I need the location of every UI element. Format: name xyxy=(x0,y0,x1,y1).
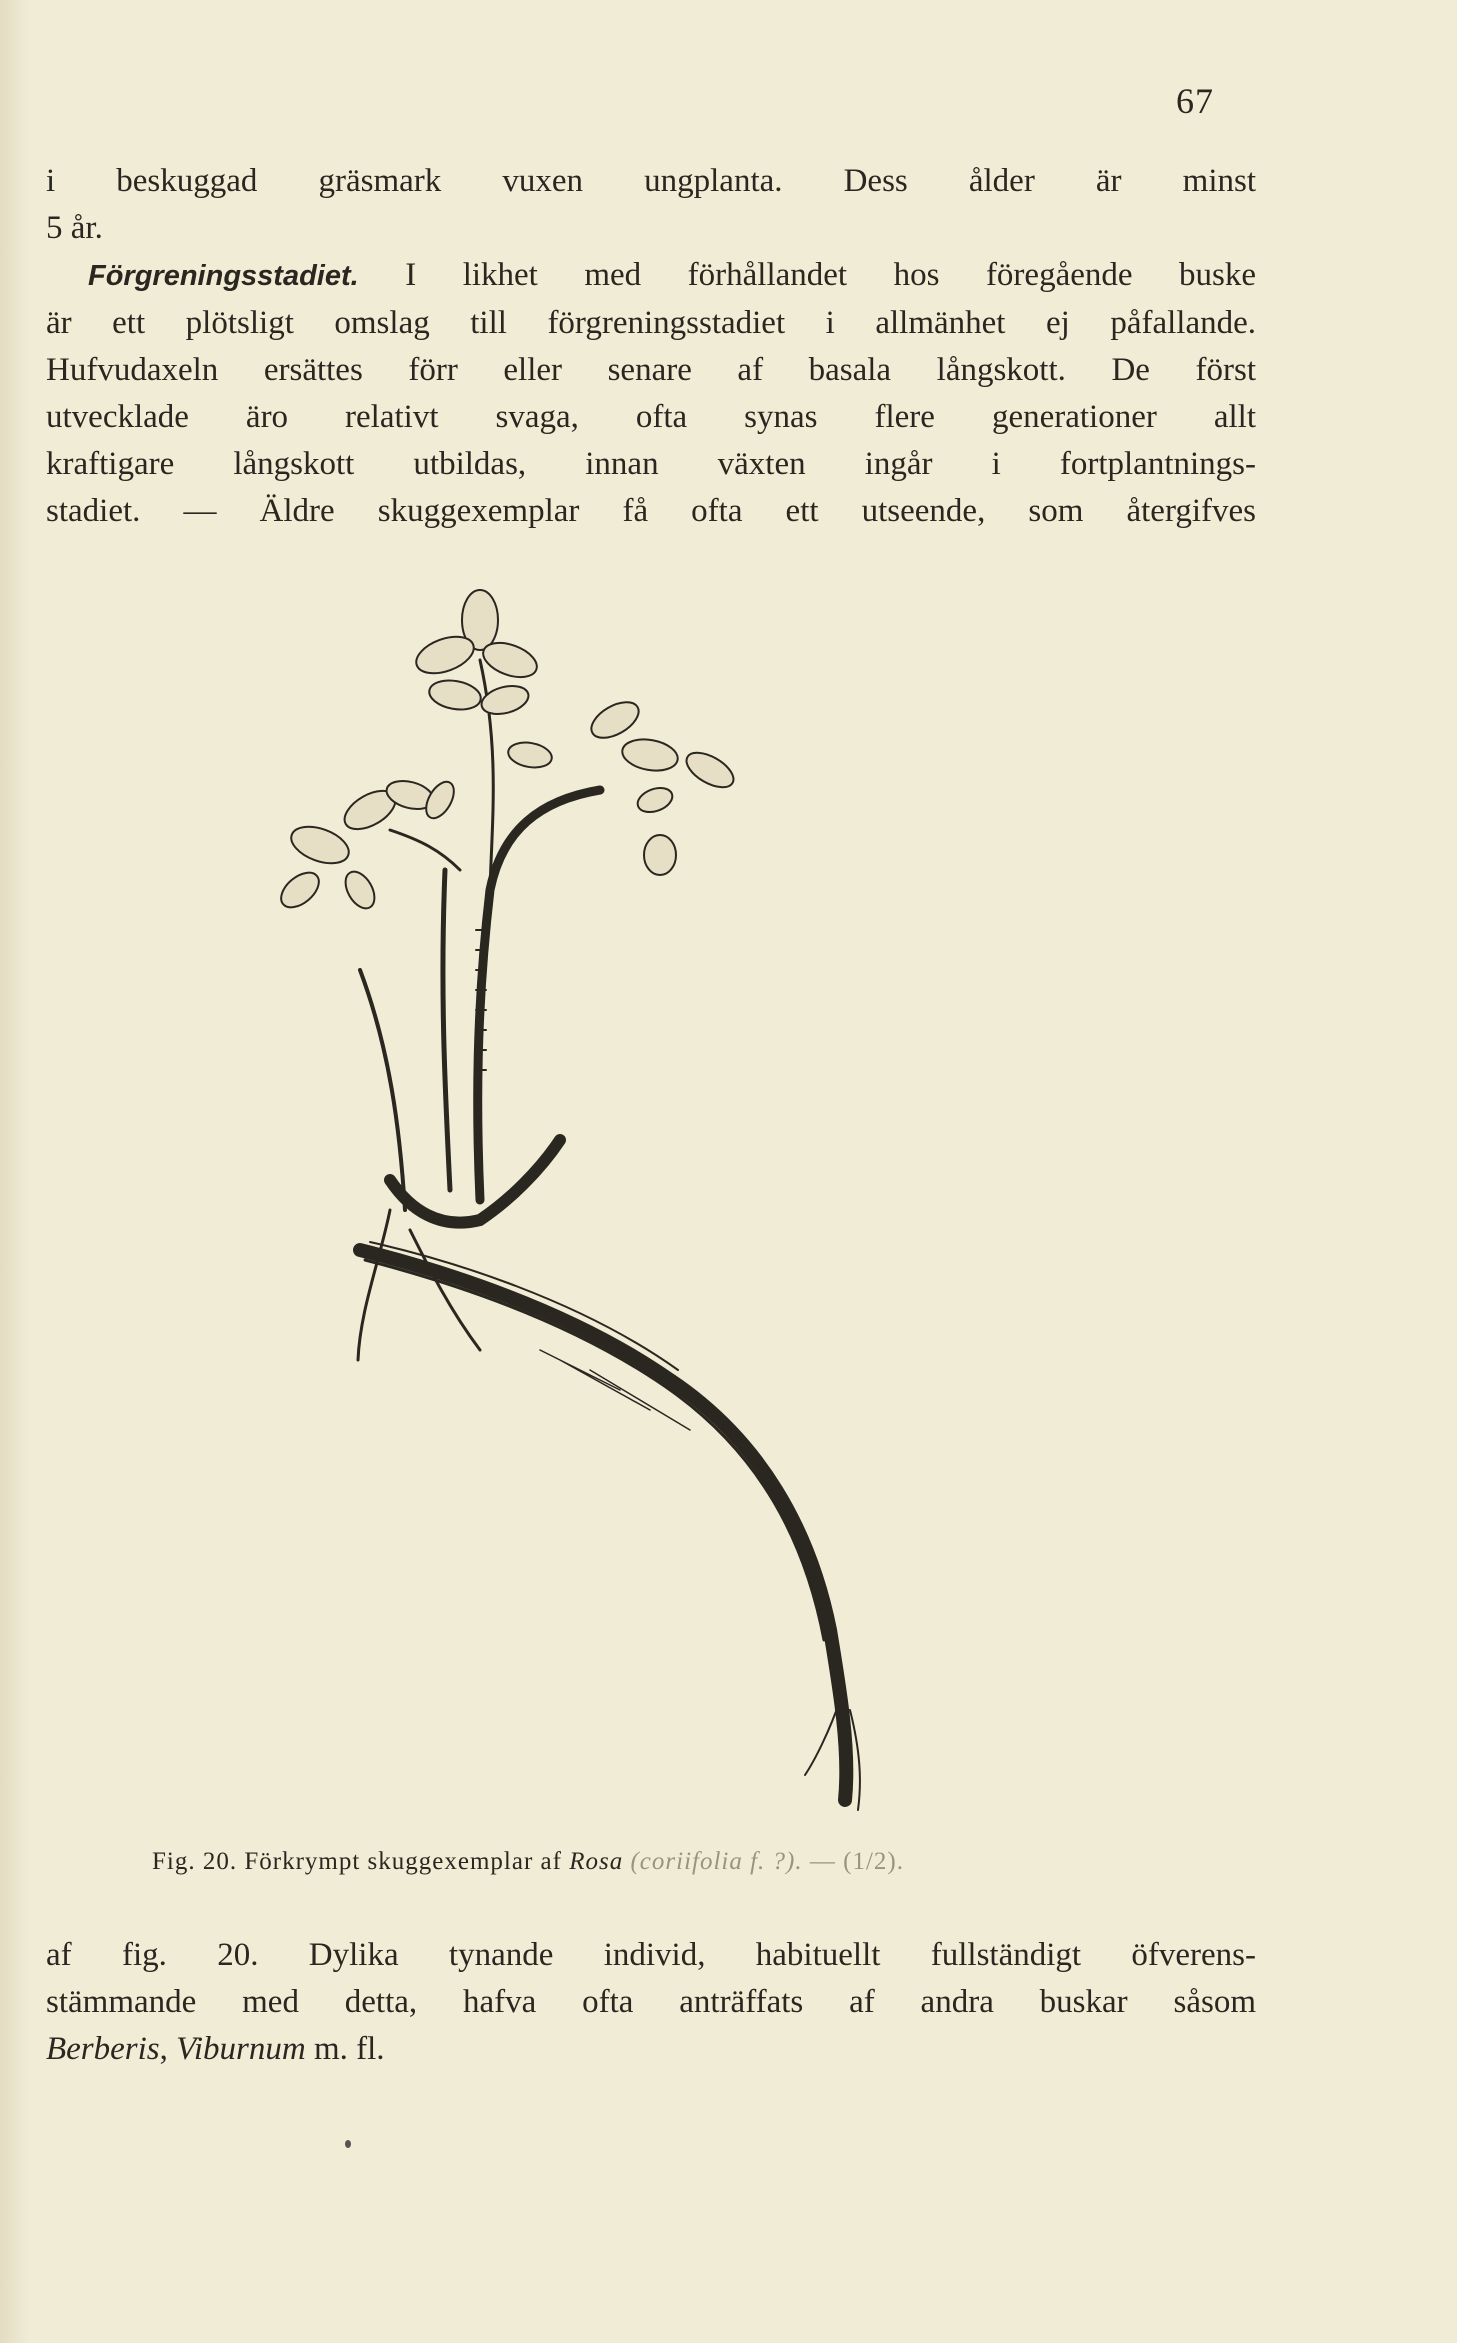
text-line: är ett plötsligt omslag till förgreningsstadiet i allmänhet ej påfallande. xyxy=(46,305,1256,341)
text-line: kraftigare långskott utbildas, innan växten ingår i fortplantnings- xyxy=(46,446,1256,482)
text-line: utvecklade äro relativt svaga, ofta synas flere generationer allt xyxy=(46,399,1256,435)
caption-label: Fig. 20. xyxy=(152,1848,238,1875)
rhizome-stroke xyxy=(360,1250,846,1800)
paragraph-1 xyxy=(46,158,1256,535)
caption-genus: Rosa xyxy=(569,1848,624,1875)
page-number: 67 xyxy=(1176,81,1214,121)
plant-illustration xyxy=(240,570,1100,1820)
caption-species: (coriifolia f. ?). xyxy=(630,1848,803,1875)
text-line: stämmande med detta, hafva ofta anträffats af andra buskar såsom xyxy=(46,1984,1256,2020)
genus-name: Berberis xyxy=(46,2031,160,2067)
text-line: Hufvudaxeln ersättes förr eller senare af basala långskott. De först xyxy=(46,352,1256,388)
text-segment: I likhet med förhållandet hos föregående buske xyxy=(358,257,1256,293)
text-line: stadiet. — Äldre skuggexemplar få ofta ett utseende, som återgifves xyxy=(46,493,1256,529)
section-heading: Förgreningsstadiet. xyxy=(88,260,359,292)
root-stroke xyxy=(358,1210,390,1360)
text-line: af fig. 20. Dylika tynande individ, habituellt fullständigt öfverens- xyxy=(46,1937,1256,1973)
text-line: i beskuggad gräsmark vuxen ungplanta. Dess ålder är minst xyxy=(46,163,1256,199)
caption-text: Förkrympt skuggexemplar af xyxy=(237,1848,570,1875)
text-segment: , xyxy=(159,2031,177,2067)
genus-name: Viburnum xyxy=(176,2031,306,2067)
page-edge-shadow xyxy=(0,0,30,2343)
paragraph-2 xyxy=(46,1932,1256,2073)
ink-speck xyxy=(345,2140,351,2148)
rosa-drawing xyxy=(240,570,1100,1820)
text-segment: m. fl. xyxy=(305,2031,385,2067)
stem-stroke xyxy=(360,970,405,1210)
text-line: 5 år. xyxy=(46,210,103,246)
text-line xyxy=(46,2026,1256,2073)
text-line xyxy=(46,252,1256,300)
figure-caption xyxy=(152,1848,1252,1876)
caption-scale: — (1/2). xyxy=(802,1848,904,1875)
